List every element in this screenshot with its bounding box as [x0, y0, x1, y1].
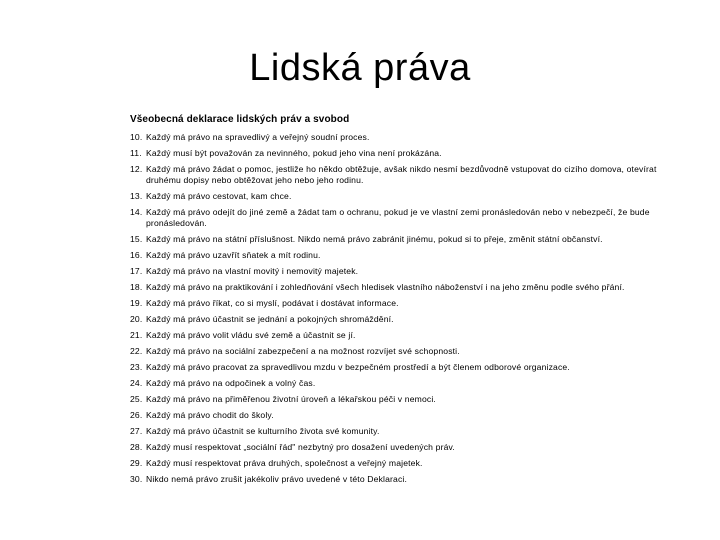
list-item: [130, 410, 690, 421]
item-number: 10.: [130, 132, 143, 142]
item-text: Každý má právo na vlastní movitý i nemovitý majetek.: [146, 266, 359, 276]
list-item: [130, 207, 690, 229]
slide-title: Lidská práva: [249, 47, 471, 89]
list-item: [130, 378, 690, 389]
item-text: Každý má právo na odpočinek a volný čas.: [146, 378, 316, 388]
item-number: 19.: [130, 298, 143, 308]
item-number: 17.: [130, 266, 143, 276]
list-item: [130, 362, 690, 373]
item-number: 29.: [130, 458, 143, 468]
list-item: [130, 191, 690, 202]
item-text: Každý má právo na sociální zabezpečení a na možnost rozvíjet své schopnosti.: [146, 346, 460, 356]
item-text: Každý musí být považován za nevinného, pokud jeho vina není prokázána.: [146, 148, 442, 158]
item-text: Každý má právo účastnit se kulturního života své komunity.: [146, 426, 380, 436]
list-item: [130, 282, 690, 293]
item-number: 25.: [130, 394, 143, 404]
list-item: [130, 234, 690, 245]
rights-list: [130, 132, 690, 485]
item-text: Každý má právo na spravedlivý a veřejný soudní proces.: [146, 132, 370, 142]
list-item: [130, 266, 690, 277]
list-item: [130, 148, 690, 159]
item-number: 22.: [130, 346, 143, 356]
item-number: 16.: [130, 250, 143, 260]
item-text: Každý musí respektovat práva druhých, společnost a veřejný majetek.: [146, 458, 423, 468]
list-item: [130, 132, 690, 143]
item-number: 23.: [130, 362, 143, 372]
item-text: Každý má právo na praktikování i zohledňování všech hledisek vlastního náboženství i na jeho změnu podle svého přání.: [146, 282, 625, 292]
item-number: 24.: [130, 378, 143, 388]
slide-content: [130, 113, 690, 490]
item-number: 20.: [130, 314, 143, 324]
item-text: Každý musí respektovat „sociální řád" nezbytný pro dosažení uvedených práv.: [146, 442, 455, 452]
item-number: 11.: [130, 148, 142, 158]
item-text: Každý má právo cestovat, kam chce.: [146, 191, 292, 201]
list-item: [130, 298, 690, 309]
item-text: Každý má právo účastnit se jednání a pokojných shromáždění.: [146, 314, 394, 324]
list-item: [130, 330, 690, 341]
item-text: Každý má právo chodit do školy.: [146, 410, 274, 420]
list-item: [130, 394, 690, 405]
list-item: [130, 458, 690, 469]
item-text: Každý má právo na přiměřenou životní úroveň a lékařskou péči v nemoci.: [146, 394, 436, 404]
item-text: Každý má právo pracovat za spravedlivou mzdu v bezpečném prostředí a být členem odborové organizace.: [146, 362, 570, 372]
list-item: [130, 164, 690, 186]
item-number: 14.: [130, 207, 143, 217]
item-text: Každý má právo říkat, co si myslí, podávat i dostávat informace.: [146, 298, 399, 308]
item-text: Každý má právo odejít do jiné země a žádat tam o ochranu, pokud je ve vlastní zemi pronásledován nebo v nebezpečí, že bude pronásledován.: [146, 207, 650, 228]
list-item: [130, 426, 690, 437]
section-heading: Všeobecná deklarace lidských práv a svobod: [130, 114, 350, 125]
item-text: Každý má právo žádat o pomoc, jestliže ho někdo obtěžuje, avšak nikdo nesmí bezdůvodně vstupovat do cizího domova, otevírat druhému dopisy nebo obtěžovat jeho nebo jeho rodinu.: [146, 164, 657, 185]
list-item: [130, 250, 690, 261]
item-number: 21.: [130, 330, 143, 340]
list-item: [130, 346, 690, 357]
item-number: 26.: [130, 410, 143, 420]
list-item: [130, 442, 690, 453]
list-item: [130, 314, 690, 325]
item-text: Každý má právo volit vládu své země a účastnit se jí.: [146, 330, 356, 340]
item-number: 12.: [130, 164, 143, 174]
item-text: Každý má právo na státní příslušnost. Nikdo nemá právo zabránit jinému, pokud si to přeje, změnit státní občanství.: [146, 234, 603, 244]
item-number: 27.: [130, 426, 143, 436]
item-text: Nikdo nemá právo zrušit jakékoliv právo uvedené v této Deklaraci.: [146, 474, 407, 484]
item-number: 28.: [130, 442, 143, 452]
item-number: 15.: [130, 234, 143, 244]
item-text: Každý má právo uzavřít sňatek a mít rodinu.: [146, 250, 321, 260]
item-number: 13.: [130, 191, 143, 201]
item-number: 30.: [130, 474, 143, 484]
list-item: [130, 474, 690, 485]
item-number: 18.: [130, 282, 143, 292]
